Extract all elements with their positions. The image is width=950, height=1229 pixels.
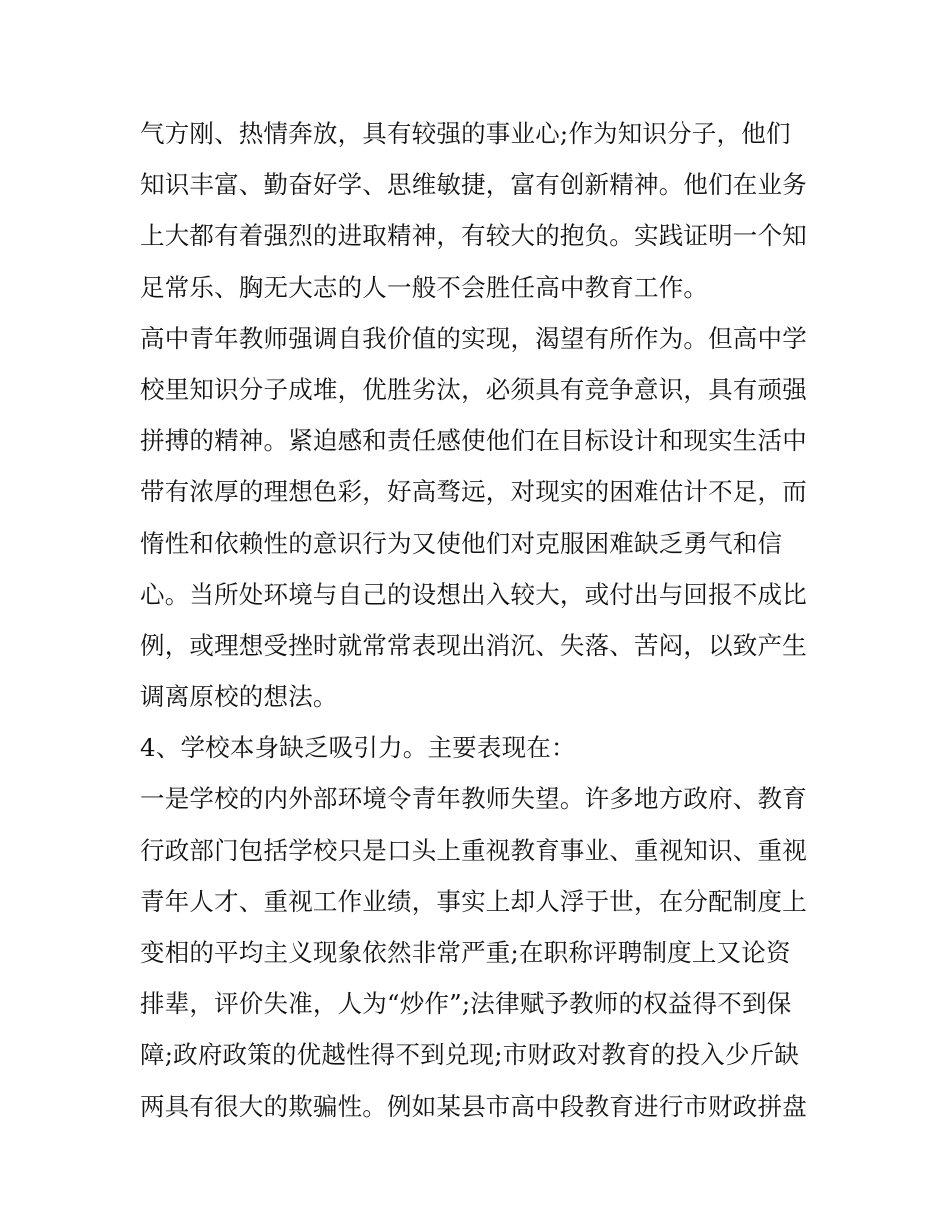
text-line: 气方刚、热情奔放，具有较强的事业心;作为知识分子，他们 (140, 119, 791, 148)
text-line: 调离原校的想法。 (140, 682, 338, 712)
text-line: 上大都有着强烈的进取精神，有较大的抱负。实践证明一个知 (140, 221, 807, 251)
text-line: 变相的平均主义现象依然非常严重;在职称评聘制度上又论资 (140, 938, 791, 967)
text-line: 两具有很大的欺骗性。例如某县市高中段教育进行市财政拼盘 (140, 1091, 807, 1121)
text-line: 拼搏的精神。紧迫感和责任感使他们在目标设计和现实生活中 (140, 426, 807, 456)
text-line: 青年人才、重视工作业绩，事实上却人浮于世，在分配制度上 (140, 886, 807, 916)
text-line: 排辈，评价失准，人为“炒作”;法律赋予教师的权益得不到保 (140, 989, 792, 1019)
text-line: 足常乐、胸无大志的人一般不会胜任高中教育工作。 (140, 272, 709, 302)
text-line: 障;政府政策的优越性得不到兑现;市财政对教育的投入少斤缺 (140, 1040, 800, 1070)
text-line: 校里知识分子成堆，优胜劣汰，必须具有竞争意识，具有顽强 (140, 374, 807, 404)
text-line: 行政部门包括学校只是口头上重视教育事业、重视知识、重视 (140, 835, 807, 865)
text-line: 例，或理想受挫时就常常表现出消沉、失落、苦闷，以致产生 (140, 630, 807, 660)
text-line: 一是学校的内外部环境令青年教师失望。许多地方政府、教育 (140, 784, 807, 814)
text-line: 知识丰富、勤奋好学、思维敏捷，富有创新精神。他们在业务 (140, 170, 807, 200)
document-body (140, 108, 820, 1132)
text-line: 心。当所处环境与自己的设想出入较大，或付出与回报不成比 (140, 579, 807, 609)
text-line: 带有浓厚的理想色彩，好高骛远，对现实的困难估计不足，而 (140, 477, 807, 507)
text-line: 惰性和依赖性的意识行为又使他们对克服困难缺乏勇气和信 (140, 528, 783, 558)
section-heading: 4、学校本身缺乏吸引力。主要表现在： (140, 733, 576, 763)
text-line: 高中青年教师强调自我价值的实现，渴望有所作为。但高中学 (140, 323, 807, 353)
